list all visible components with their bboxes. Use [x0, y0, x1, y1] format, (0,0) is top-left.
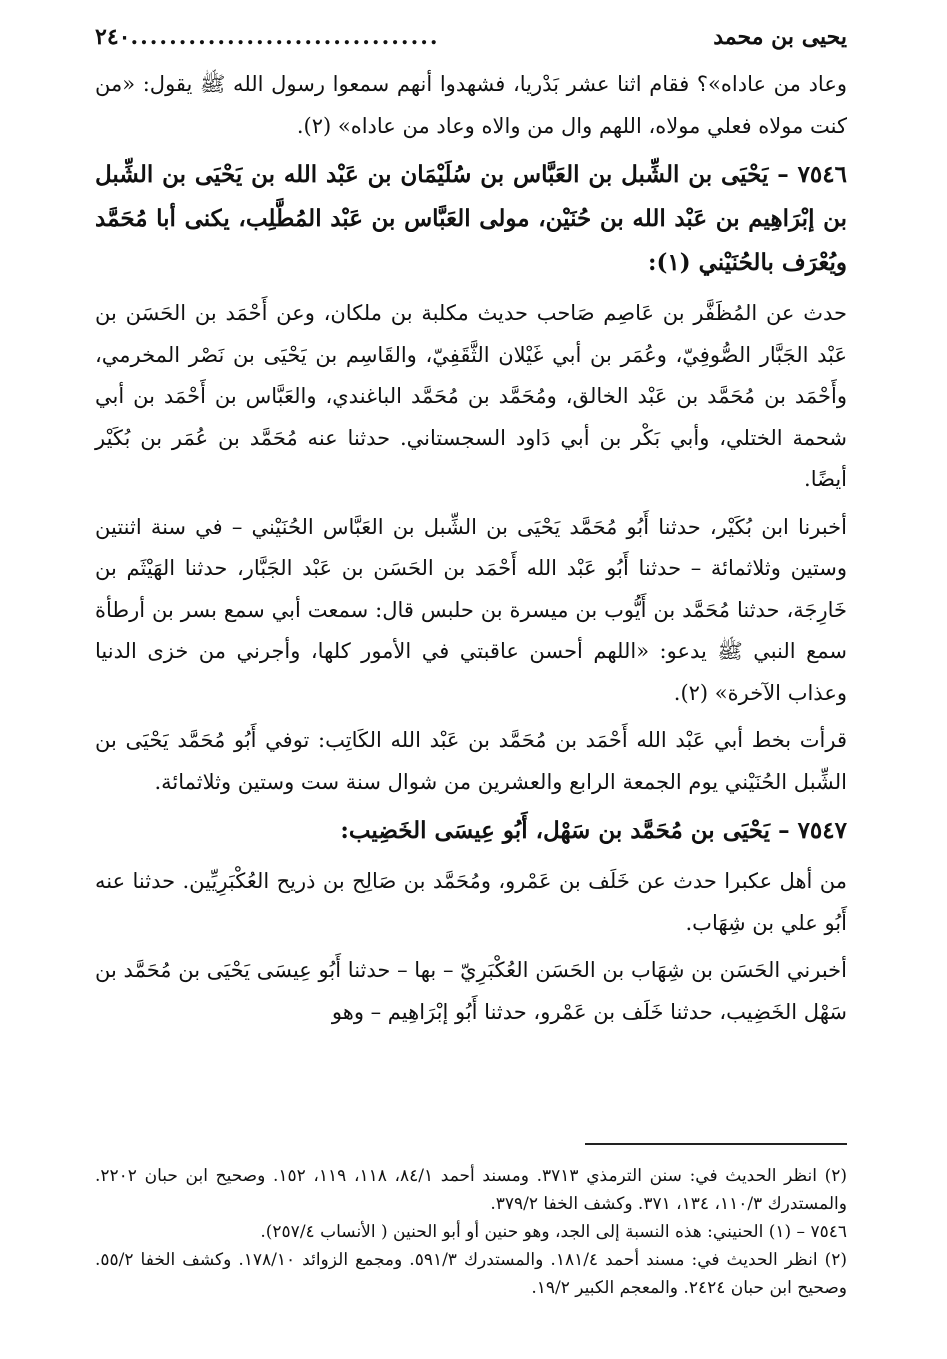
paragraph-4: قرأت بخط أبي عَبْد الله أَحْمَد بن مُحَمَّد بن عَبْد الله الكَاتِب: توفي أَبُو مُحَمَّد يَحْيَى بن الشِّبل الحُنَيْني يوم الجمعة الرابع والعشرين من شوال سنة ست وستين وثلاثمائة. [95, 728, 847, 794]
page-header [95, 24, 847, 64]
footnote-2: ٧٥٤٦ – (١) الحنيني: هذه النسبة إلى الجد، وهو حنين أو أبو الحنين ( الأنساب ٢٥٧/٤). [260, 1222, 847, 1242]
page [95, 24, 847, 1039]
entry-title-7547: ٧٥٤٧ – يَحْيَى بن مُحَمَّد بن سَهْل، أَبُو عِيسَى الخَضِيب: [340, 817, 847, 844]
running-title: يحيى بن محمد [713, 24, 847, 50]
header-left [95, 24, 448, 50]
footnote-3: (٢) انظر الحديث في: مسند أحمد ١٨١/٤. والمستدرك ٥٩١/٣. ومجمع الزوائد ١٧٨/١٠. وكشف الخفا ٥٥/٢. وصحيح ابن حبان ٢٤٢٤. والمعجم الكبير ١٩/٢. [95, 1250, 848, 1298]
footnote-1: (٢) انظر الحديث في: سنن الترمذي ٣٧١٣. ومسند أحمد ٨٤/١، ١١٨، ١١٩، ١٥٢. وصحيح ابن حبان ٢٢٠٢. والمستدرك ١١٠/٣، ١٣٤، ٣٧١. وكشف الخفا ٣٧٩/٢. [95, 1166, 847, 1214]
footnote-separator [585, 1143, 847, 1145]
header-dots: ................................ [130, 24, 440, 50]
paragraph-3: أخبرنا ابن بُكَيْر، حدثنا أَبُو مُحَمَّد يَحْيَى بن الشِّبل بن العَبَّاس الحُنَيْني – في سنة اثنتين وستين وثلاثمائة – حدثنا أَبُو عَبْد الله أَحْمَد بن الحَسَن بن عَبْد الجَبَّار، حدثنا الهَيْثَم بن خَارِجَة، حدثنا مُحَمَّد بن أَيُّوب بن ميسرة بن حلبس قال: سمعت أبي سمع بسر بن أرطأة سمع النبي ﷺ يدعو: «اللهم أحسن عاقبتي في الأمور كلها، وأجرني من خزى الدنيا وعذاب الآخرة» (٢). [95, 514, 847, 705]
page-number: ٢٤٠ [95, 24, 131, 50]
paragraph-5: من أهل عكبرا حدث عن خَلَف بن عَمْرو، ومُحَمَّد بن صَالِح بن ذريح العُكْبَرِيِّين. حدثنا عنه أَبُو علي بن شِهَاب. [95, 869, 847, 935]
entry-title-7546: ٧٥٤٦ – يَحْيَى بن الشِّبل بن العَبَّاس بن سُلَيْمَان بن عَبْد الله بن يَحْيَى بن الشِّبل بن إبْرَاهِيم بن عَبْد الله بن حُنَيْن، مولى العَبَّاس بن عَبْد المُطَّلِب، يكنى أبا مُحَمَّد ويُعْرَف بالحُنَيْني (١): [95, 161, 847, 276]
paragraph-1: وعاد من عاداه»؟ فقام اثنا عشر بَدْريا، فشهدوا أنهم سمعوا رسول الله ﷺ يقول: «من كنت مولاه فعلي مولاه، اللهم وال من والاه وعاد من عاداه» (٢). [95, 72, 847, 138]
paragraph-2: حدث عن المُظَفَّر بن عَاصِم صَاحب حديث مكلبة بن ملكان، وعن أَحْمَد بن الحَسَن بن عَبْد الجَبَّار الصُّوفِيّ، وعُمَر بن أبي غَيْلان الثَّقَفِيّ، والقَاسِم بن يَحْيَى بن نَصْر المخرمي، وأَحْمَد بن مُحَمَّد بن عَبْد الخالق، ومُحَمَّد بن مُحَمَّد الباغندي، والعَبَّاس بن أَحْمَد بن أبي شحمة الختلي، وأبي بَكْر بن أبي دَاود السجستاني. حدثنا عنه مُحَمَّد بن عُمَر بن بُكَيْر أيضًا. [95, 301, 847, 491]
paragraph-6: أخبرني الحَسَن بن شِهَاب بن الحَسَن العُكْبَرِيّ – بها – حدثنا أَبُو عِيسَى يَحْيَى بن مُحَمَّد بن سَهْل الخَضِيب، حدثنا خَلَف بن عَمْرو، حدثنا أَبُو إبْرَاهِيم – وهو [95, 958, 847, 1024]
footnotes [95, 1162, 847, 1302]
